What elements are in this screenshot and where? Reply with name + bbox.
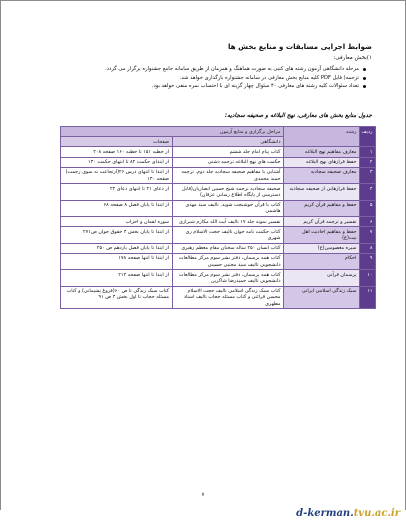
row-university-source: صحیفه سجادیه ترجمه شیخ حسین انصاریان(قابل دسترسی از پایگاه اطلاع رسانی عرفان): [172, 184, 284, 200]
row-sections: از ابتدای حکمت ۸۲ تا انتهای حکمت ۱۳۰: [61, 157, 173, 167]
row-sections: از دعای ۲۱ تا انتهای دعای ۲۴: [61, 184, 173, 200]
table-row: [61, 147, 376, 157]
table-row: [61, 167, 376, 183]
row-university-source: تفسیر نمونه جلد ۱۷ تالیف آیت الله مکارم شیرازی: [172, 217, 284, 227]
row-number: ۶: [360, 217, 376, 227]
table-row: [61, 217, 376, 227]
row-field: حفظ و مفاهیم قرآن کریم: [284, 200, 360, 216]
footer-url-main: d-kerman.: [296, 508, 354, 519]
row-university-source: حکمت های نهج البلاغه ترجمه دشتی: [172, 157, 284, 167]
row-university-source: کتاب انسان ۲۵۰ ساله سخنان مقام معظم رهبری: [172, 243, 284, 253]
page-heading: ضوابط اجرایی مسابقات و منابع بخش ها: [227, 42, 372, 51]
row-field: معارف صحیفه سجادیه: [284, 167, 360, 183]
row-number: ۱۱: [360, 286, 376, 309]
sources-table: [60, 126, 376, 309]
table-row: [61, 243, 376, 253]
table-row: [61, 157, 376, 167]
row-number: ۲: [360, 157, 376, 167]
row-field: حفظ فرازهای نهج البلاغه: [284, 157, 360, 167]
row-university-source: آشنایی با مفاهیم صحیفه سجادیه جلد دوم. ترجمه حمید محمدی: [172, 167, 284, 183]
rule-item: ترجمه( فایل PDF کلیه منابع بخش معارفی در سامانه جشنواره بارگذاری خواهد شد.: [46, 74, 366, 83]
row-sections: از ابتدا تا انتها صفحه ۱۷۸: [61, 253, 173, 269]
table-row: [61, 227, 376, 243]
table-row: [61, 184, 376, 200]
header-sections: صفحات: [61, 137, 173, 147]
row-number: ۹: [360, 253, 376, 269]
table-row: [61, 200, 376, 216]
rules-list: [46, 65, 366, 91]
row-number: ۸: [360, 243, 376, 253]
footer-site-link[interactable]: [296, 508, 400, 519]
row-field: حفظ و مفاهیم احادیث اهل بیت(ع): [284, 227, 360, 243]
rule-item: مرحله دانشگاهی آزمون رشته های کتبی به صورت هماهنگ و همزمان از طریق سامانه جامع جشنواره برگزار می گردد.: [46, 65, 366, 74]
row-sections: از ابتدا تا انتهای درس ۲۶(ارتجاعت به سوی رحمت) صفحه ۱۳۰: [61, 167, 173, 183]
page-number: ۷: [201, 492, 205, 498]
row-university-source: کتاب همه پرسمان، دفتر نشر سوم مرکز مطالعات دانشجویی تالیف سید مجتبی حسینی: [172, 253, 284, 269]
row-field: سبک زندگی اسلامی ایرانی: [284, 286, 360, 309]
row-university-source: کتاب حکمت نامه جوان تالیف حجت الاسلام ری شهری: [172, 227, 284, 243]
table-row: [61, 270, 376, 286]
section-label: ۱)بخش معارفی:: [333, 55, 372, 61]
footer-url-tail: tvu.ac.ir: [353, 508, 400, 519]
row-sections: سوره لقمان و احزاب: [61, 217, 173, 227]
row-sections: از ابتدا تا پایان فصل ۸ صفحه ۶۸: [61, 200, 173, 216]
header-radif: ردیف: [360, 127, 376, 147]
header-field: رشته: [284, 127, 360, 147]
table-title: جدول منابع بخش های معارفی، نهج البلاغه و صحیفه سجادیه:: [224, 113, 372, 119]
row-sections: از خطبه ۱۵۱ تا خطبه ۱۶۰ صفحه ۲۰۸: [61, 147, 173, 157]
row-number: ۱۰: [360, 270, 376, 286]
table-row: [61, 286, 376, 309]
row-sections: از ابتدا تا انتها صفحه ۲۱۴: [61, 270, 173, 286]
row-sections: کتاب سبک زندگی تا ص ۶۰(فروغ پشیمانی) و کتاب مسئله حجاب تا اول بخش ۴ ص ۹۱: [61, 286, 173, 309]
row-field: پرسمان قرآنی: [284, 270, 360, 286]
row-sections: از ابتدا تا پایان فصل یازدهم ص ۲۵۰: [61, 243, 173, 253]
row-university-source: کتاب همه پرسمان، دفتر نشر سوم مرکز مطالعات دانشجویی تالیف حمیدرضا شاکرین: [172, 270, 284, 286]
row-number: ۷: [360, 227, 376, 243]
row-university-source: کتاب با قرآن خوشبخت شوید. تالیف سید مهدی هاشمی: [172, 200, 284, 216]
row-university-source: کتاب پیام امام جلد ششم: [172, 147, 284, 157]
row-number: ۴: [360, 184, 376, 200]
row-field: تفسیر و ترجمه قرآن کریم: [284, 217, 360, 227]
row-field: حفظ فرازهایی از صحیفه سجادیه: [284, 184, 360, 200]
header-university: دانشگاهی: [172, 137, 284, 147]
header-stages: مراحل برگزاری و منابع آزمون: [61, 127, 284, 137]
row-field: احکام: [284, 253, 360, 269]
row-sections: از ابتدا تا پایان بخش ۴ حقوق جوان ص۲۷۱: [61, 227, 173, 243]
row-field: سیره معصومین(ع): [284, 243, 360, 253]
row-university-source: کتاب سبک زندگی اسلامی تالیف حجت الاسلام محسن قرائتی و کتاب مسئله حجاب تالیف استاد مطهری: [172, 286, 284, 309]
rule-item: تعداد سئوالات کلیه رشته های معارفی ۴۰ سئوال چهار گزینه ای با احتساب نمره منفی خواهد بود.: [46, 82, 366, 91]
row-field: معارف مفاهیم نهج البلاغه: [284, 147, 360, 157]
table-row: [61, 253, 376, 269]
row-number: ۵: [360, 200, 376, 216]
row-number: ۳: [360, 167, 376, 183]
row-number: ۱: [360, 147, 376, 157]
